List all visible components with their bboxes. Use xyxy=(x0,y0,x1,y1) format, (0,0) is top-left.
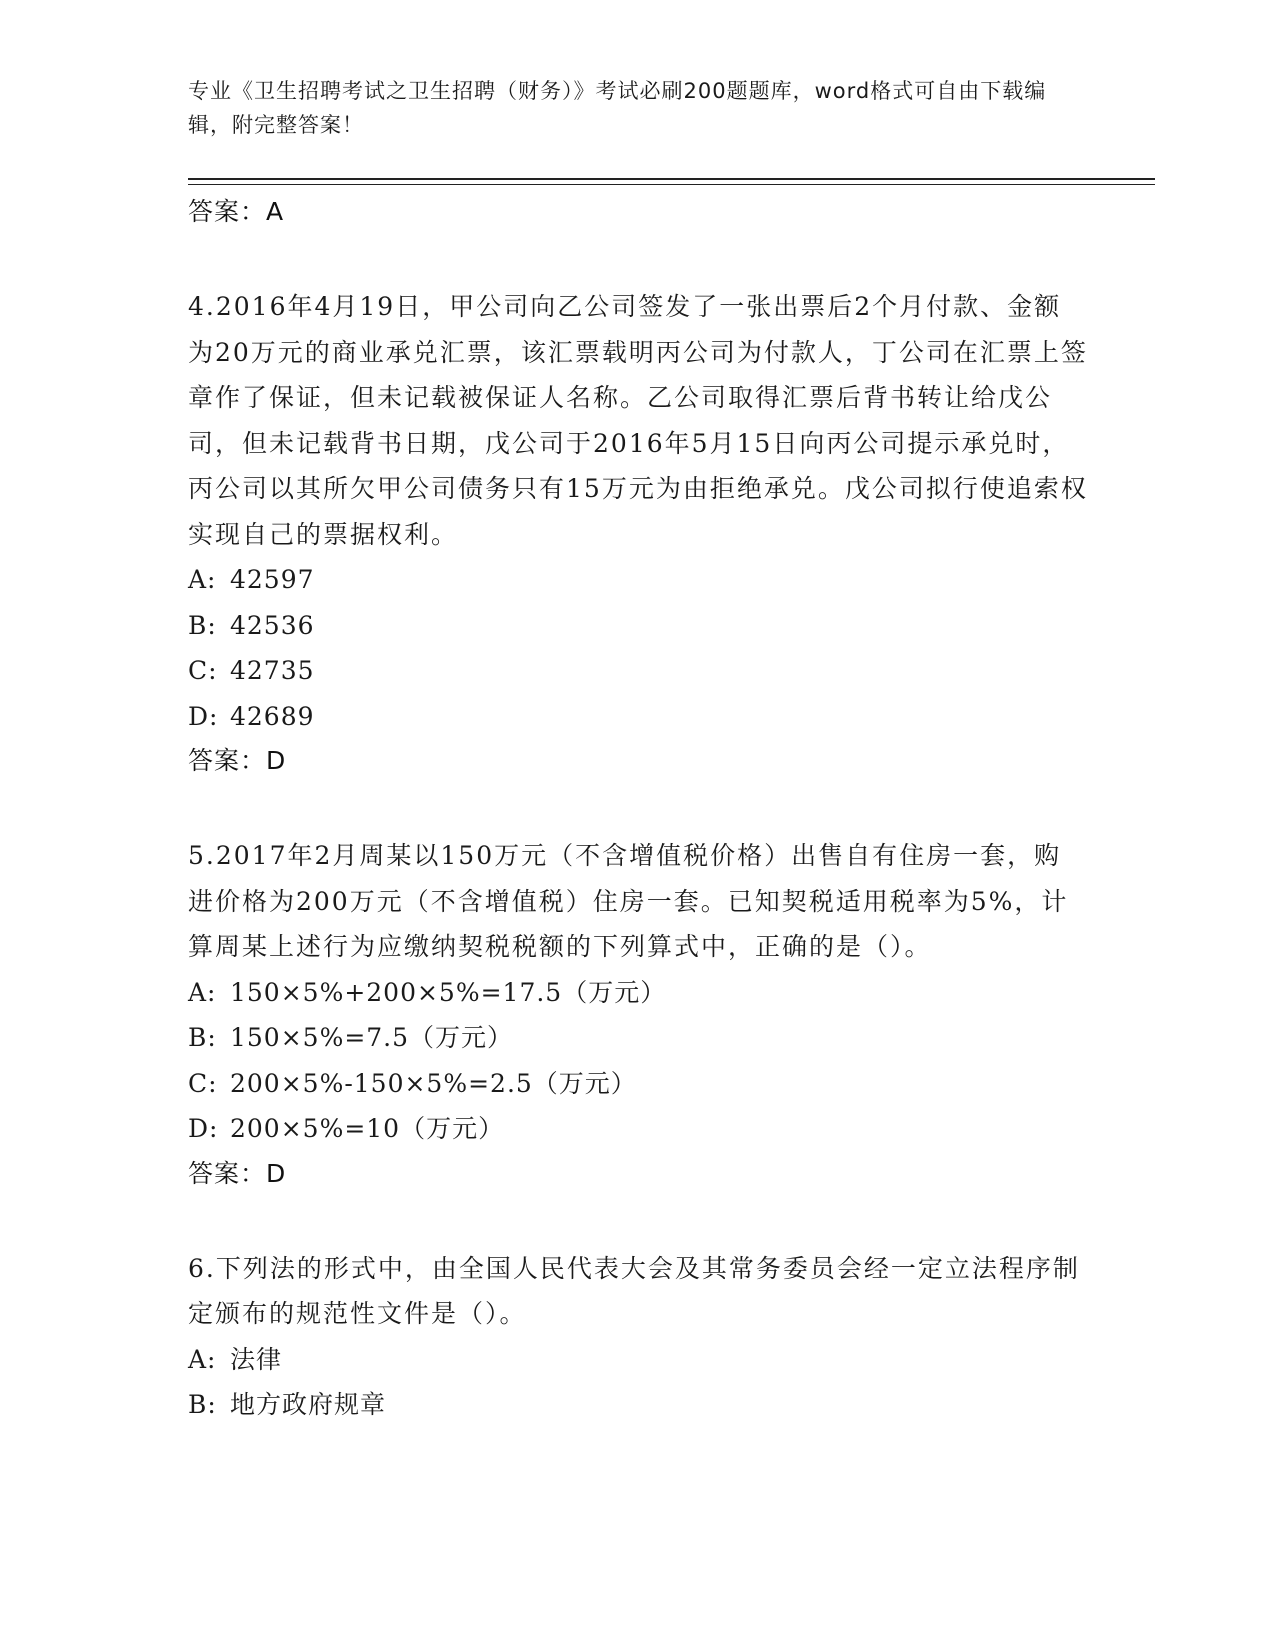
answer-line: 答案：D xyxy=(188,746,287,775)
option-c xyxy=(188,648,1088,694)
question-list xyxy=(188,190,1088,1428)
option-letter: A: xyxy=(188,1344,217,1374)
option-text: 42536 xyxy=(230,610,315,640)
question-text: 5.2017年2月周某以150万元（不含增值税价格）出售自有住房一套，购进价格为200万元（不含增值税）住房一套。已知契税适用税率为5%，计算周某上述行为应缴纳契税税额的下列算式中，正确的是（）。 xyxy=(188,841,1069,961)
header-divider-thick xyxy=(188,178,1155,180)
option-b xyxy=(188,603,1088,649)
document-header xyxy=(188,74,1088,142)
option-letter: A: xyxy=(188,565,217,594)
option-text: 地方政府规章 xyxy=(230,1390,387,1419)
option-text: 200×5%-150×5%=2.5（万元） xyxy=(230,1068,637,1098)
option-letter: A: xyxy=(188,977,217,1007)
option-text: 42689 xyxy=(230,701,315,731)
question-text: 6.下列法的形式中，由全国人民代表大会及其常务委员会经一定立法程序制定颁布的规范性文件是（）。 xyxy=(188,1253,1080,1328)
option-text: 150×5%+200×5%=17.5（万元） xyxy=(230,977,667,1007)
option-text: 法律 xyxy=(230,1344,283,1374)
answer-line: 答案：A xyxy=(188,197,285,226)
header-text: 专业《卫生招聘考试之卫生招聘（财务）》考试必刷200题题库，word格式可自由下载编辑，附完整答案！ xyxy=(188,79,1047,137)
spacer xyxy=(188,783,1088,833)
option-a xyxy=(188,557,1088,603)
spacer xyxy=(188,234,1088,284)
option-letter: B: xyxy=(188,610,217,640)
option-letter: C: xyxy=(188,656,218,685)
answer-line: 答案：D xyxy=(188,1158,287,1188)
option-d xyxy=(188,694,1088,740)
option-letter: B: xyxy=(188,1390,217,1419)
option-text: 150×5%=7.5（万元） xyxy=(230,1023,514,1052)
option-letter: D: xyxy=(188,1114,219,1143)
question-block xyxy=(188,1246,1088,1428)
option-c xyxy=(188,1061,1088,1107)
option-letter: D: xyxy=(188,701,219,731)
option-letter: C: xyxy=(188,1068,218,1098)
option-b xyxy=(188,1015,1088,1061)
option-d xyxy=(188,1106,1088,1152)
option-b xyxy=(188,1382,1088,1428)
option-a xyxy=(188,1337,1088,1383)
question-block xyxy=(188,190,1088,284)
question-text: 4.2016年4月19日，甲公司向乙公司签发了一张出票后2个月付款、金额为20万元的商业承兑汇票，该汇票载明丙公司为付款人，丁公司在汇票上签章作了保证，但未记载被保证人名称。乙公司取得汇票后背书转让给戊公司，但未记载背书日期，戊公司于2016年5月15日向丙公司提示承兑时，丙公司以其所欠甲公司债务只有15万元为由拒绝承兑。戊公司拟行使追索权实现自己的票据权利。 xyxy=(188,292,1088,549)
option-text: 200×5%=10（万元） xyxy=(230,1114,505,1143)
option-a xyxy=(188,970,1088,1016)
option-text: 42597 xyxy=(230,565,315,594)
question-block xyxy=(188,284,1088,833)
spacer xyxy=(188,1196,1088,1246)
question-block xyxy=(188,833,1088,1246)
option-letter: B: xyxy=(188,1023,217,1052)
option-text: 42735 xyxy=(230,656,315,685)
header-divider-thin xyxy=(188,184,1155,185)
